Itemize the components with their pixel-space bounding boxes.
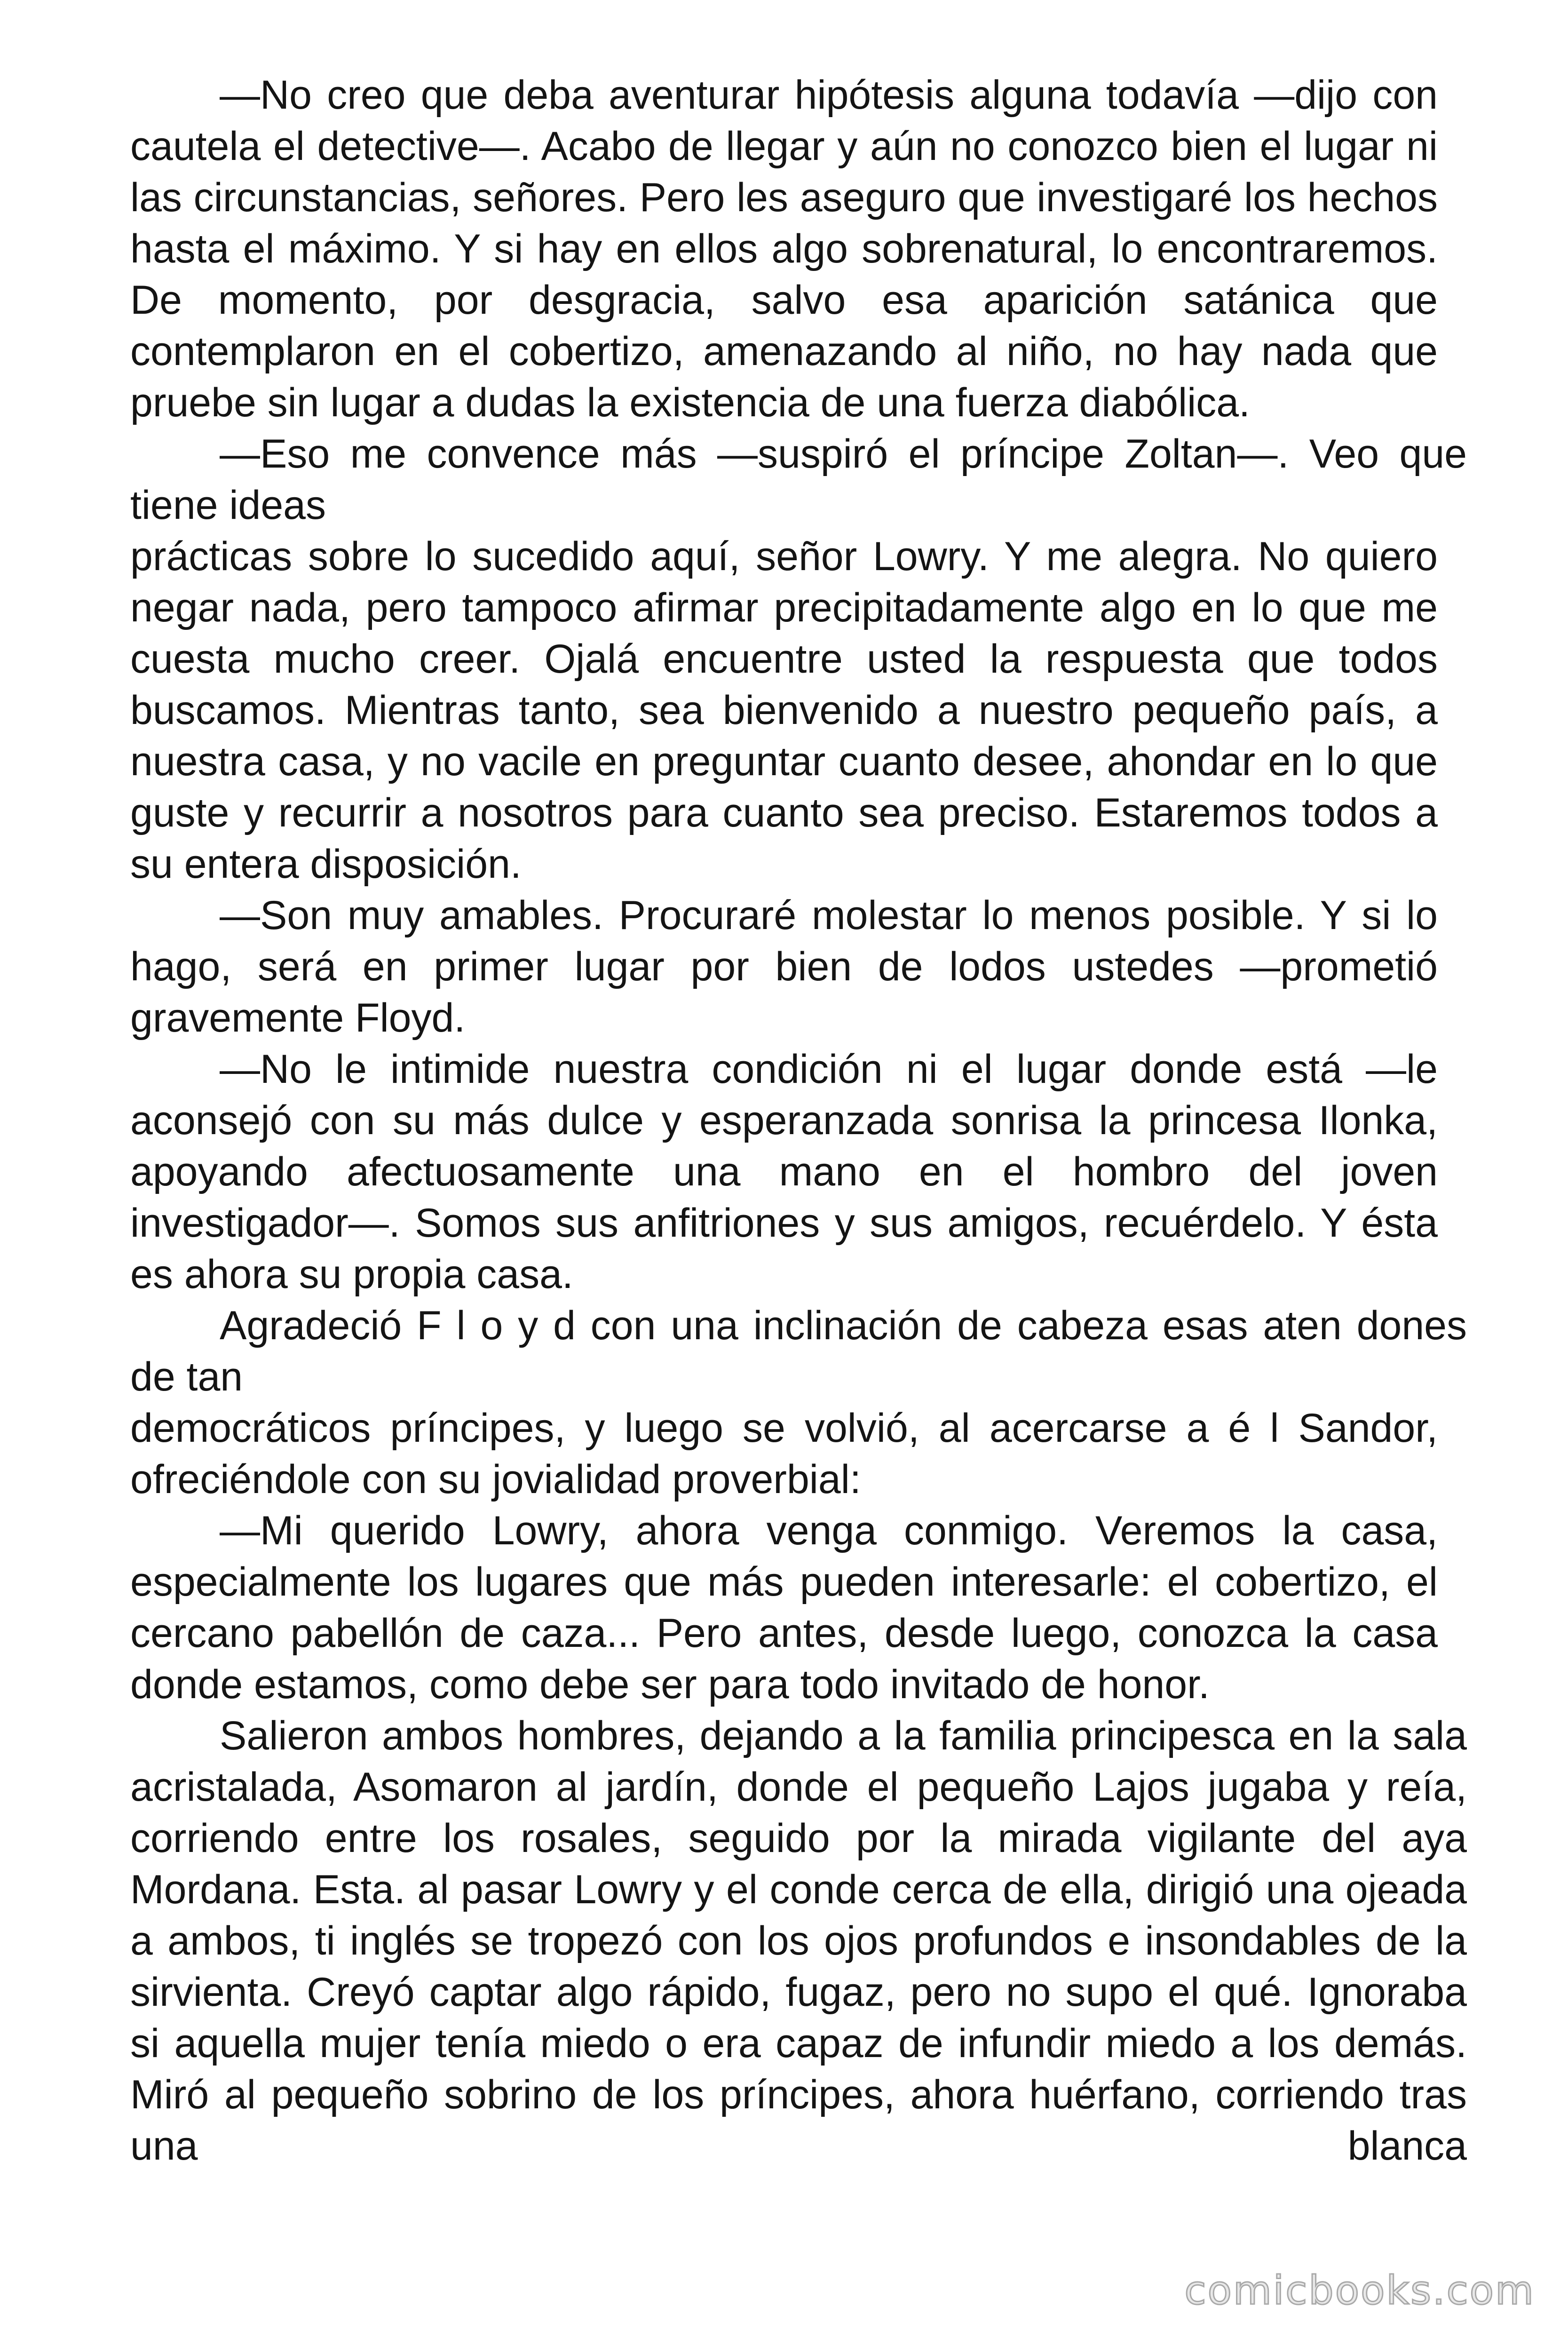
paragraph-7: democráticos príncipes, y luego se volvió, al acercarse a é l Sandor, ofreciéndole con su jovialidad proverbial: xyxy=(130,1406,1438,1502)
paragraph-5: —No le intimide nuestra condición ni el lugar donde está —le aconsejó con su más dulce y esperanzada sonrisa la princesa Ilonka, apoyando afectuosamente una mano en el hombro del joven investigador—. Somos sus anfitriones y sus amigos, recuérdelo. Y ésta es ahora su propia casa. xyxy=(130,1047,1438,1297)
paragraph-6: Agradeció F l o y d con una inclinación de cabeza esas aten dones de tan xyxy=(130,1303,1467,1399)
paragraph-4: —Son muy amables. Procuraré molestar lo menos posible. Y si lo hago, será en primer lugar por bien de lodos ustedes —prometió gravemente Floyd. xyxy=(130,893,1438,1041)
page-text xyxy=(130,70,1467,2172)
site-watermark: comicbooks.com xyxy=(1184,2267,1535,2313)
paragraph-8: —Mi querido Lowry, ahora venga conmigo. Veremos la casa, especialmente los lugares que más pueden interesarle: el cobertizo, el cercano pabellón de caza... Pero antes, desde luego, conozca la casa donde estamos, como debe ser para todo invitado de honor. xyxy=(130,1508,1438,1707)
paragraph-1: —No creo que deba aventurar hipótesis alguna todavía —dijo con cautela el detective—. Acabo de llegar y aún no conozco bien el lugar ni las circunstancias, señores. Pero les aseguro que investigaré los hechos hasta el máximo. Y si hay en ellos algo sobrenatural, lo encontraremos. De momento, por desgracia, salvo esa aparición satánica que contemplaron en el cobertizo, amenazando al niño, no hay nada que pruebe sin lugar a dudas la existencia de una fuerza diabólica. xyxy=(130,72,1438,425)
paragraph-2: —Eso me convence más —suspiró el príncipe Zoltan—. Veo que tiene ideas xyxy=(130,431,1467,528)
paragraph-3: prácticas sobre lo sucedido aquí, señor Lowry. Y me alegra. No quiero negar nada, pero tampoco afirmar precipitadamente algo en lo que me cuesta mucho creer. Ojalá encuentre usted la respuesta que todos buscamos. Mientras tanto, sea bienvenido a nuestro pequeño país, a nuestra casa, y no vacile en preguntar cuanto desee, ahondar en lo que guste y recurrir a nosotros para cuanto sea preciso. Estaremos todos a su entera disposición. xyxy=(130,534,1438,887)
paragraph-9: Salieron ambos hombres, dejando a la familia principesca en la sala acristalada, Asomaron al jardín, donde el pequeño Lajos jugaba y reía, corriendo entre los rosales, seguido por la mirada vigilante del aya Mordana. Esta. al pasar Lowry y el conde cerca de ella, dirigió una ojeada a ambos, ti inglés se tropezó con los ojos profundos e insondables de la sirvienta. Creyó captar algo rápido, fugaz, pero no supo el qué. Ignoraba si aquella mujer tenía miedo o era capaz de infundir miedo a los demás. Miró al pequeño sobrino de los príncipes, ahora huérfano, corriendo tras una blanca xyxy=(130,1713,1467,2169)
